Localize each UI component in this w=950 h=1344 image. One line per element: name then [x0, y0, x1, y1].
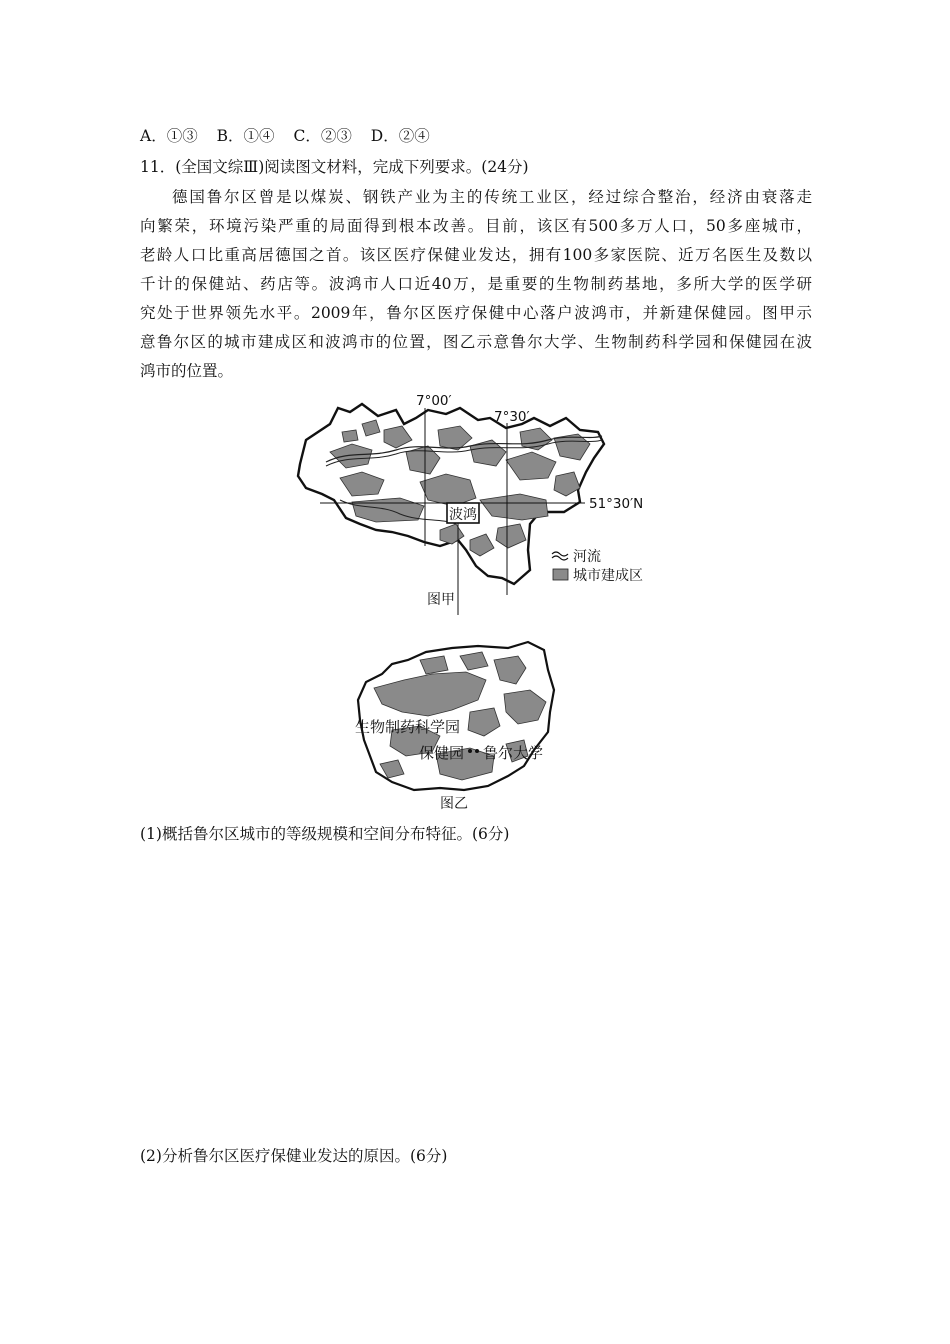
map-jia-caption: 图甲	[427, 592, 455, 608]
university-dot	[475, 749, 479, 753]
map-jia	[0, 385, 950, 615]
label-biopharma-park: 生物制药科学园	[355, 718, 461, 736]
option-c: C．②③	[293, 127, 352, 145]
health-park-dot	[468, 749, 472, 753]
legend-urban-icon	[553, 569, 568, 580]
answer-options	[140, 126, 444, 146]
material-line: 鸿市的位置。	[140, 362, 234, 380]
option-d: D．②④	[370, 127, 430, 145]
lat-label-51-30: 51°30′N	[589, 496, 644, 512]
question-11-header: 11．(全国文综Ⅲ)阅读图文材料，完成下列要求。(24分)	[140, 158, 529, 176]
sub-question-1: (1)概括鲁尔区城市的等级规模和空间分布特征。(6分)	[140, 825, 510, 843]
legend-river-icon-b	[552, 556, 568, 560]
bochum-label: 波鸿	[449, 507, 477, 523]
legend-river-label: 河流	[573, 549, 601, 565]
material-line: 德国鲁尔区曾是以煤炭、钢铁产业为主的传统工业区，经过综合整治，经济由衰落走	[172, 188, 812, 206]
lon-label-7-00: 7°00′	[416, 393, 452, 409]
option-a: A．①③	[140, 127, 198, 145]
material-line: 究处于世界领先水平。2009年，鲁尔区医疗保健中心落户波鸿市，并新建保健园。图甲示	[140, 304, 812, 322]
sub-question-2: (2)分析鲁尔区医疗保健业发达的原因。(6分)	[140, 1147, 448, 1165]
map-yi-caption: 图乙	[440, 796, 468, 812]
label-ruhr-university: 鲁尔大学	[483, 744, 544, 762]
map-yi	[0, 630, 950, 820]
legend-river-icon	[552, 552, 568, 556]
label-health-park: 保健园	[419, 744, 465, 762]
material-line: 意鲁尔区的城市建成区和波鸿市的位置，图乙示意鲁尔大学、生物制药科学园和保健园在波	[140, 333, 812, 351]
lon-label-7-30: 7°30′	[494, 409, 530, 425]
legend-urban-label: 城市建成区	[573, 568, 643, 584]
material-line: 千计的保健站、药店等。波鸿市人口近40万，是重要的生物制药基地，多所大学的医学研	[140, 275, 812, 293]
question-11-material	[140, 183, 812, 386]
material-line: 向繁荣，环境污染严重的局面得到根本改善。目前，该区有500多万人口，50多座城市，	[140, 217, 812, 235]
material-line: 老龄人口比重高居德国之首。该区医疗保健业发达，拥有100多家医院、近万名医生及数以	[140, 246, 812, 264]
option-b: B．①④	[216, 127, 275, 145]
